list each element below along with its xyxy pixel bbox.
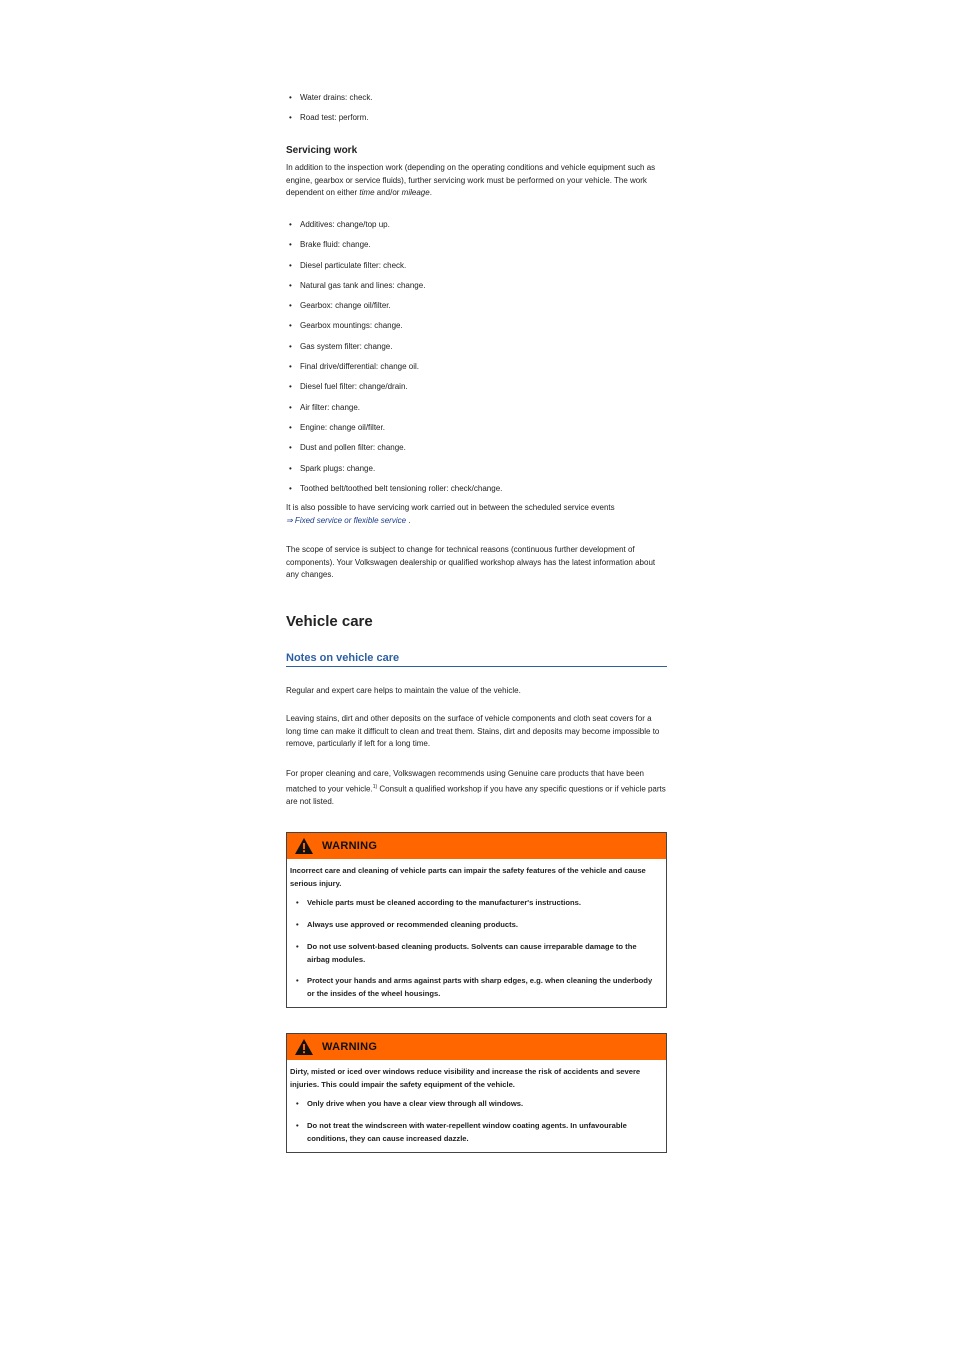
warning-header [287, 833, 666, 859]
list-item: • Brake fluid: change. [286, 239, 668, 250]
servicing-intro: In addition to the inspection work (depending on the operating conditions and vehicle equipment such as engine, gearbox or service fluids), further servicing work must be performed on your vehicle. The work dependent on either time and/or mileage. [286, 163, 656, 198]
list-item: • Dust and pollen filter: change. [286, 442, 668, 453]
list-item: • Gearbox mountings: change. [286, 320, 668, 331]
notes-on-vehicle-care-heading: Notes on vehicle care [286, 652, 667, 667]
warning-box-cleaning [286, 832, 667, 1008]
servicing-in-between-paragraph: It is also possible to have servicing work carried out in between the scheduled service events ⇒ Fixed service or flexible service . [286, 503, 615, 525]
list-item: • Spark plugs: change. [286, 463, 668, 474]
warning-box-windows [286, 1033, 667, 1153]
warning-body [287, 859, 666, 1018]
list-item: • Natural gas tank and lines: change. [286, 280, 668, 291]
inspection-list-end [286, 92, 668, 132]
list-item: • Engine: change oil/filter. [286, 422, 668, 433]
warning-title: WARNING [322, 840, 378, 852]
list-item: • Always use approved or recommended cleaning products. [290, 919, 658, 932]
list-item: • Diesel particulate filter: check. [286, 260, 668, 271]
care-paragraph-3: For proper cleaning and care, Volkswagen recommends using Genuine care products that have been matched to your vehicle.$^{1)}$ Consult a qualified workshop if you have any specific questions or if vehicle parts are not listed. [286, 769, 666, 807]
fixed-or-flexible-service-link[interactable]: ⇒ Fixed service or flexible service [286, 515, 407, 525]
list-item: • Water drains: check. [286, 92, 668, 103]
list-item: • Gas system filter: change. [286, 341, 668, 352]
list-item: • Vehicle parts must be cleaned according to the manufacturer's instructions. [290, 897, 658, 910]
care-paragraph-1: Regular and expert care helps to maintain the value of the vehicle. [286, 686, 521, 695]
warning-triangle-icon [294, 837, 314, 855]
list-item: • Only drive when you have a clear view through all windows. [290, 1098, 658, 1111]
list-item: • Diesel fuel filter: change/drain. [286, 381, 668, 392]
list-item: • Toothed belt/toothed belt tensioning roller: check/change. [286, 483, 668, 494]
servicing-work-heading: Servicing work [286, 145, 358, 156]
list-item: • Protect your hands and arms against parts with sharp edges, e.g. when cleaning the underbody or the insides of the wheel housings. [290, 975, 658, 1000]
warning-list [290, 1098, 658, 1145]
care-paragraph-2: Leaving stains, dirt and other deposits on the surface of vehicle components and cloth seat covers for a long time can make it difficult to clean and treat them. Stains, dirt and deposits may become impossible to remove, particularly if left for a long time. [286, 714, 660, 749]
warning-header [287, 1034, 666, 1060]
servicing-work-list [286, 219, 668, 503]
list-item: • Air filter: change. [286, 402, 668, 413]
warning-triangle-icon [294, 1038, 314, 1056]
warning-body [287, 1060, 666, 1163]
list-item: • Gearbox: change oil/filter. [286, 300, 668, 311]
list-item: • Final drive/differential: change oil. [286, 361, 668, 372]
warning-intro: Incorrect care and cleaning of vehicle parts can impair the safety features of the vehicle and cause serious injury. [290, 866, 646, 888]
warning-title: WARNING [322, 1041, 378, 1053]
list-item: • Do not treat the windscreen with water-repellent window coating agents. In unfavourable conditions, they can cause increased dazzle. [290, 1120, 658, 1145]
warning-list [290, 897, 658, 1000]
footnote-marker: 1) [372, 783, 378, 790]
list-item: • Road test: perform. [286, 112, 668, 123]
vehicle-care-heading: Vehicle care [286, 613, 373, 630]
scope-of-service-paragraph: The scope of service is subject to change for technical reasons (continuous further development of components). Your Volkswagen dealership or qualified workshop always has the latest information about any changes. [286, 545, 656, 580]
warning-intro: Dirty, misted or iced over windows reduce visibility and increase the risk of accidents and severe injuries. This could impair the safety equipment of the vehicle. [290, 1067, 641, 1089]
list-item: • Do not use solvent-based cleaning products. Solvents can cause irreparable damage to the airbag modules. [290, 941, 658, 966]
list-item: • Additives: change/top up. [286, 219, 668, 230]
